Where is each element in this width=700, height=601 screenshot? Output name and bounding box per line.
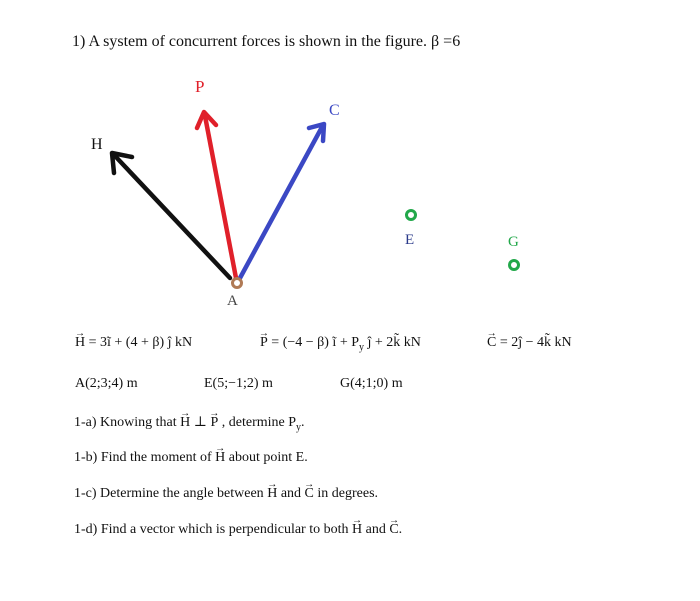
coord-G: G(4;1;0) m: [340, 376, 403, 391]
question-1a-perp: ⊥: [190, 415, 211, 430]
label-E: E: [405, 232, 415, 248]
vector-P-expr-tail: ĵ + 2k̃ kN: [364, 335, 421, 350]
force-P-arrow: [205, 116, 236, 278]
question-1c-mid: and: [277, 486, 305, 501]
question-1d-vector-H: → H: [352, 522, 362, 538]
force-C-arrow: [240, 127, 322, 278]
vector-H-expr: = 3ĩ + (4 + β) ĵ kN: [88, 335, 193, 350]
force-C-arrowhead: [309, 124, 324, 141]
question-1c-vector-C: → C: [305, 486, 314, 502]
question-1a-end: .: [301, 415, 305, 430]
point-E-marker: [407, 211, 416, 220]
force-H-arrowhead: [112, 153, 132, 173]
point-G-marker: [510, 261, 519, 270]
label-A: A: [227, 293, 238, 309]
question-1a-pre: 1-a) Knowing that: [74, 415, 181, 430]
question-1b-pre: 1-b) Find the moment of: [74, 450, 216, 465]
question-1c: [74, 486, 378, 502]
question-1d-pre: 1-d) Find a vector which is perpendicular to both: [74, 522, 352, 537]
label-C: C: [329, 102, 340, 119]
vector-P-symbol: → P: [260, 335, 268, 351]
question-1d-mid: and: [362, 522, 390, 537]
question-1a-vector-H: → H: [180, 415, 190, 431]
question-1d-post: .: [398, 522, 403, 537]
vector-C-definition: [487, 335, 572, 351]
vector-C-symbol: → C: [487, 335, 496, 351]
label-G: G: [508, 234, 519, 250]
question-1b-vector-H: → H: [215, 450, 225, 466]
vector-H-symbol: → H: [75, 335, 85, 351]
vector-C-expr: = 2ĵ − 4k̃ kN: [499, 335, 572, 350]
question-1a-subscript: y: [296, 421, 302, 433]
question-1a-vector-P: → P: [210, 415, 218, 431]
vector-H-definition: [75, 335, 192, 351]
problem-title: 1) A system of concurrent forces is shown in the figure. β =6: [72, 33, 461, 50]
force-H-arrow: [116, 157, 230, 278]
vector-P-expr: = (−4 − β) ĩ + P: [271, 335, 360, 350]
question-1b: [74, 450, 308, 466]
point-A-marker: [233, 279, 242, 288]
coord-E: E(5;−1;2) m: [204, 376, 273, 391]
question-1c-pre: 1-c) Determine the angle between: [74, 486, 268, 501]
question-1c-vector-H: → H: [267, 486, 277, 502]
force-P-arrowhead: [197, 112, 216, 128]
question-1a: [74, 414, 305, 433]
label-P: P: [195, 77, 205, 96]
label-H: H: [91, 136, 103, 153]
question-1d: [74, 522, 402, 538]
question-1a-post: , determine P: [218, 415, 297, 430]
question-1b-post: about point E.: [225, 450, 308, 465]
vector-P-subscript: y: [359, 341, 365, 353]
question-1d-vector-C: → C: [389, 522, 398, 538]
coord-A: A(2;3;4) m: [75, 376, 138, 391]
question-1c-post: in degrees.: [313, 486, 379, 501]
vector-P-definition: [260, 335, 421, 353]
